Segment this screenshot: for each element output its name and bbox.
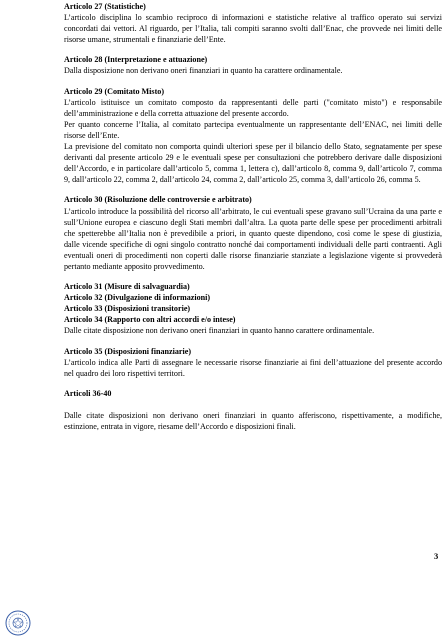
articles-36-40-section xyxy=(64,388,442,432)
article-27-heading: Articolo 27 (Statistiche) xyxy=(64,2,146,11)
document-body xyxy=(64,1,442,432)
article-35-text: L’articolo indica alle Parti di assegnare le necessarie risorse finanziarie ai fini dell’attuazione del presente accordo nel quadro dei loro rispettivi territori. xyxy=(64,357,442,378)
article-28-heading: Articolo 28 (Interpretazione e attuazione) xyxy=(64,55,208,65)
article-35-heading: Articolo 35 (Disposizioni finanziarie) xyxy=(64,346,192,356)
article-33-heading: Articolo 33 (Disposizioni transitorie) xyxy=(64,304,191,314)
article-27-text: L’articolo disciplina lo scambio reciproco di informazioni e statistiche relative al traffico operato sui servizi concordati dai vettori. Al riguardo, per l’Italia, tali compiti saranno svolti dall’Enac, che provvede nei limiti delle risorse umane, strumentali e finanziarie dell’Ente. xyxy=(64,13,442,45)
article-29-text-2: Per quanto concerne l’Italia, al comitato partecipa eventualmente un rappresentante dell’ENAC, nei limiti delle risorse dell’Ente. xyxy=(64,119,442,140)
article-29-text-3: La previsione del comitato non comporta quindi ulteriori spese per il bilancio dello Stato, segnatamente per spese derivanti dal presente articolo 29 e le eventuali spese per consultazioni che potrebbero derivare dalle disposizioni dell’Accordo, e in particolare dall’articolo 5, comma 1, lettera c), dall’articolo 8, comma 9, dall’articolo 7, comma 9, dall’articolo 22, comma 2, dall’articolo 24, comma 2, dall’articolo 25, comma 3, dall’articolo 26, comma 5. xyxy=(64,142,442,185)
articles-31-34-text: Dalle citate disposizione non derivano oneri finanziari in quanto hanno carattere ordinamentale. xyxy=(64,326,375,336)
seal-icon xyxy=(5,610,31,636)
article-28-section xyxy=(64,54,442,76)
article-30-section xyxy=(64,194,442,272)
articles-31-34-section xyxy=(64,281,442,336)
article-29-text-1: L’articolo istituisce un comitato composto da rappresentanti delle parti ("comitato misto") e responsabile dell’amministrazione e della corretta attuazione del presente accordo. xyxy=(64,97,442,118)
article-28-text: Dalla disposizione non derivano oneri finanziari in quanto ha carattere ordinamentale. xyxy=(64,66,343,76)
article-32-heading: Articolo 32 (Divulgazione di informazioni) xyxy=(64,293,211,303)
page-number: 3 xyxy=(434,551,439,561)
article-29-section xyxy=(64,86,442,186)
article-30-heading: Articolo 30 (Risoluzione delle controversie e arbitrato) xyxy=(64,195,252,205)
articles-36-40-heading: Articoli 36-40 xyxy=(64,388,112,398)
article-27-section xyxy=(64,1,442,45)
article-30-text: L’articolo introduce la possibilità del ricorso all’arbitrato, le cui eventuali spese gravano sull’Ucraina da una parte e sull’Unione europea e ciascuno degli Stati membri dall’altra. La quota parte delle spese per procedimenti arbitrali che spetterebbe all’Italia non è prevedibile a priori, in quanto queste dipendono, così come le spese di giustizia, dalle vicende specifiche di ogni singolo contratto nonché dai comportamenti individuali delle parti contraenti. Agli eventuali oneri di procedimenti non coperti dalle risorse finanziarie stanziate a legislazione vigente si provvederà pertanto mediante apposito provvedimento. xyxy=(64,206,442,271)
article-34-heading: Articolo 34 (Rapporto con altri accordi e/o intese) xyxy=(64,315,236,325)
articles-36-40-text: Dalle citate disposizioni non derivano oneri finanziari in quanto afferiscono, rispettivamente, a modifiche, estinzione, entrata in vigore, riesame dell’Accordo e disposizioni finali. xyxy=(64,410,442,431)
article-35-section xyxy=(64,346,442,379)
article-29-heading: Articolo 29 (Comitato Misto) xyxy=(64,86,165,96)
article-31-heading: Articolo 31 (Misure di salvaguardia) xyxy=(64,282,190,292)
